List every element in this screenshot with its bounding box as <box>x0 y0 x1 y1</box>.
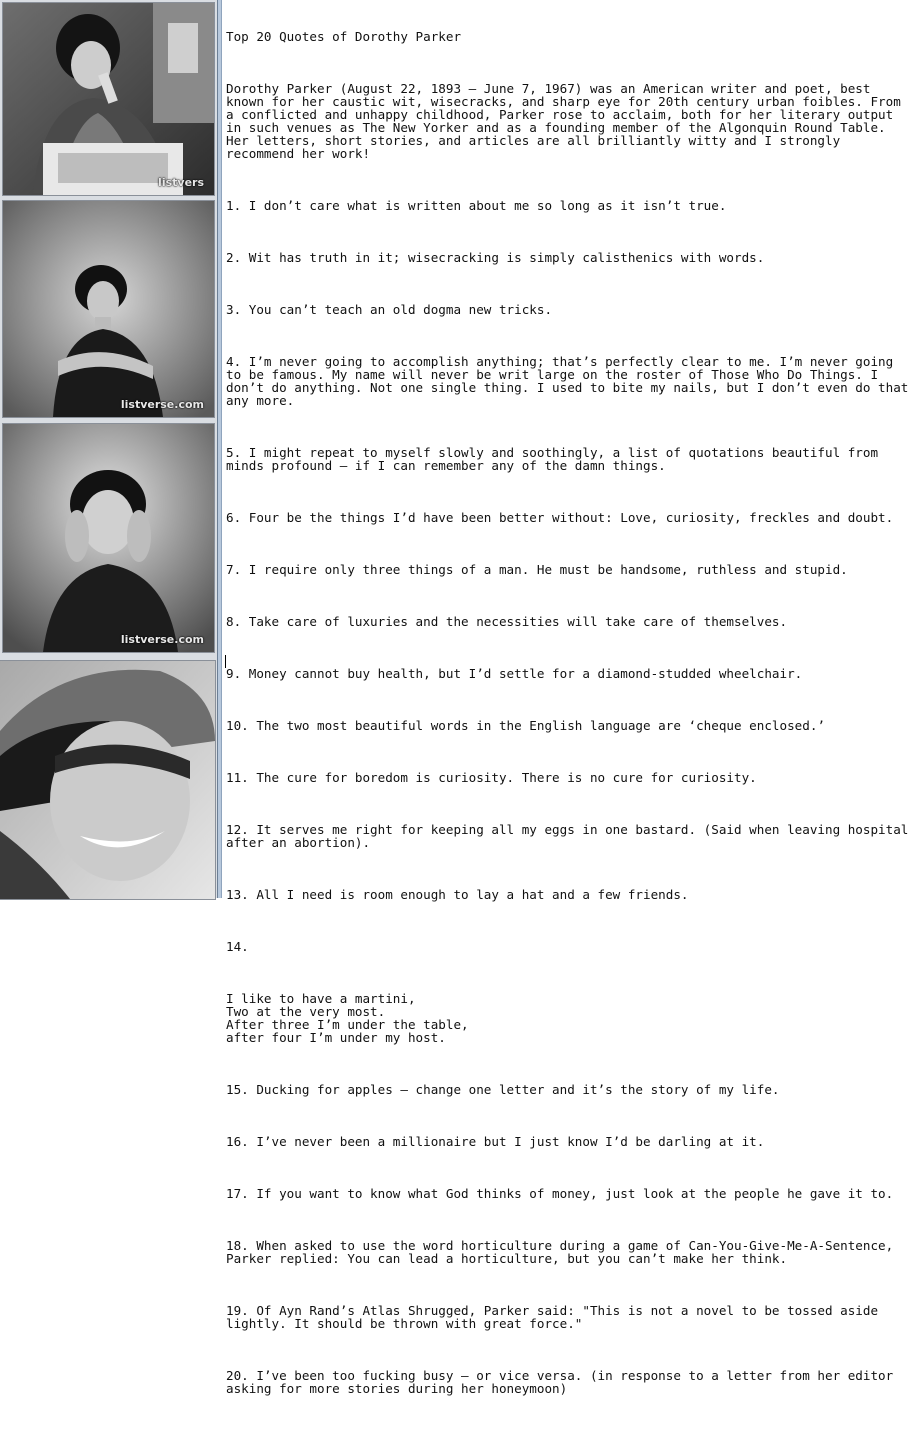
quote-item: 1. I don’t care what is written about me so long as it isn’t true. <box>226 198 727 213</box>
quote-item: 10. The two most beautiful words in the English language are ‘cheque enclosed.’ <box>226 718 825 733</box>
quote-poem: I like to have a martini, Two at the very most. After three I’m under the table, after four I’m under my host. <box>226 991 469 1045</box>
photo-watermark: listverse.com <box>120 398 204 411</box>
quote-item: 18. When asked to use the word horticulture during a game of Can-You-Give-Me-A-Sentence, Parker replied: You can lead a horticulture, but you can’t make her think. <box>226 1238 901 1266</box>
quote-item: 15. Ducking for apples — change one letter and it’s the story of my life. <box>226 1082 780 1097</box>
quote-item: 8. Take care of luxuries and the necessities will take care of themselves. <box>226 614 788 629</box>
quote-item: 14. <box>226 939 249 954</box>
quote-item: 6. Four be the things I’d have been better without: Love, curiosity, freckles and doubt. <box>226 510 894 525</box>
photo-column <box>0 0 217 898</box>
text-caret <box>225 655 226 668</box>
photo-watermark: listverse.com <box>120 633 204 646</box>
photo-arms-crossed[interactable] <box>2 200 215 418</box>
photo-hat-portrait[interactable] <box>0 660 216 900</box>
quote-item: 20. I’ve been too fucking busy – or vice versa. (in response to a letter from her editor asking for more stories during her honeymoon) <box>226 1368 901 1396</box>
quote-item: 2. Wit has truth in it; wisecracking is simply calisthenics with words. <box>226 250 765 265</box>
photo-arms-crossed-image <box>3 201 214 417</box>
quote-item: 3. You can’t teach an old dogma new tricks. <box>226 302 553 317</box>
photo-hands-face-image <box>3 424 214 652</box>
quote-item: 7. I require only three things of a man. He must be handsome, ruthless and stupid. <box>226 562 848 577</box>
quote-item: 12. It serves me right for keeping all my eggs in one bastard. (Said when leaving hospital after an abortion). <box>226 822 916 850</box>
quote-item: 4. I’m never going to accomplish anything; that’s perfectly clear to me. I’m never going to be famous. My name will never be writ large on the roster of Those Who Do Things. I don’t do anything. Not one single thing. I used to bite my nails, but I don’t even do that any more. <box>226 354 916 408</box>
document-title: Top 20 Quotes of Dorothy Parker <box>226 29 462 44</box>
quote-item: 9. Money cannot buy health, but I’d settle for a diamond-studded wheelchair. <box>226 666 803 681</box>
quote-item: 13. All I need is room enough to lay a hat and a few friends. <box>226 887 689 902</box>
photo-watermark: listvers <box>158 176 204 189</box>
quote-item: 5. I might repeat to myself slowly and soothingly, a list of quotations beautiful from minds profound — if I can remember any of the damn things. <box>226 445 886 473</box>
photo-typewriter-image <box>3 3 214 195</box>
photo-hands-face[interactable] <box>2 423 215 653</box>
text-document[interactable] <box>222 0 919 1396</box>
quote-item: 19. Of Ayn Rand’s Atlas Shrugged, Parker said: "This is not a novel to be tossed aside lightly. It should be thrown with great force." <box>226 1303 886 1331</box>
quote-item: 11. The cure for boredom is curiosity. There is no cure for curiosity. <box>226 770 757 785</box>
document-intro: Dorothy Parker (August 22, 1893 – June 7, 1967) was an American writer and poet, best known for her caustic wit, wisecracks, and sharp eye for 20th century urban foibles. From a conflicted and unhappy childhood, Parker rose to acclaim, both for her literary output in such venues as The New Yorker and as a founding member of the Algonquin Round Table. Her letters, short stories, and articles are all brilliantly witty and I strongly recommend her work! <box>226 81 909 161</box>
quote-item: 16. I’ve never been a millionaire but I just know I’d be darling at it. <box>226 1134 765 1149</box>
photo-hat-portrait-image <box>0 661 215 899</box>
photo-typewriter[interactable] <box>2 2 215 196</box>
quote-item: 17. If you want to know what God thinks of money, just look at the people he gave it to. <box>226 1186 894 1201</box>
